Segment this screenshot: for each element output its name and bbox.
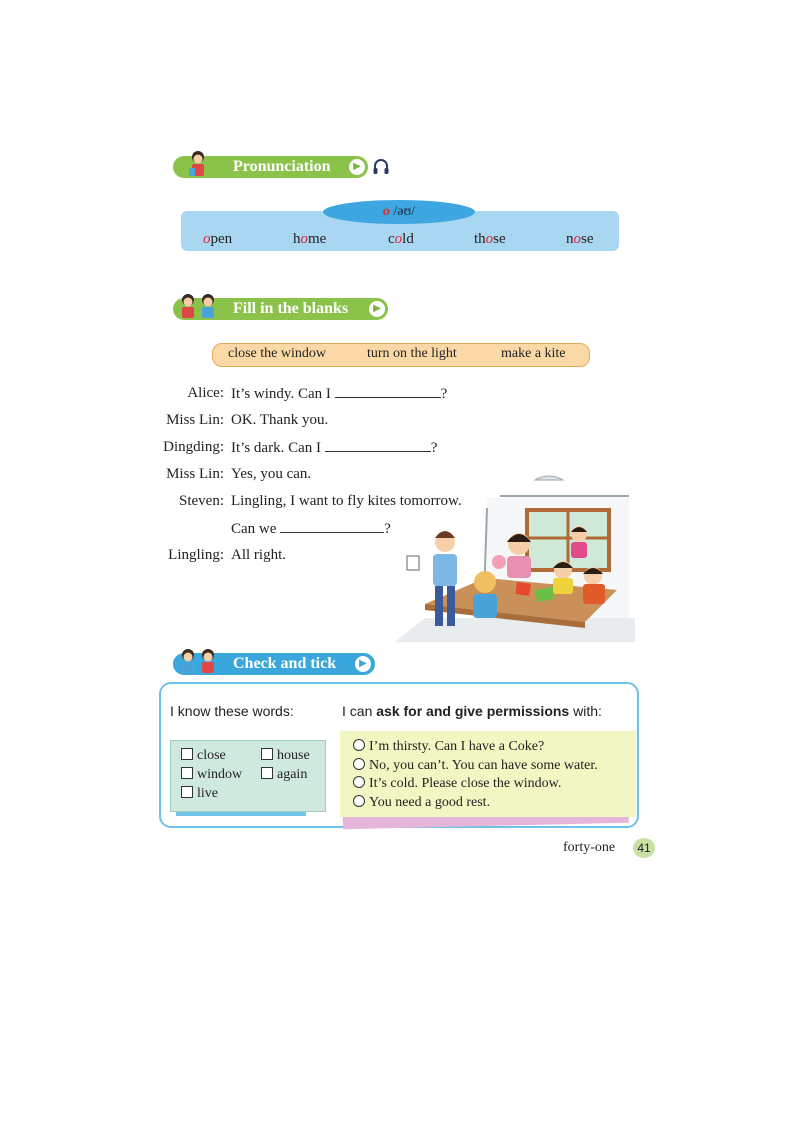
speaker-name: Dingding: — [163, 439, 224, 455]
pron-word: nose — [566, 231, 594, 247]
pron-word: open — [203, 231, 233, 247]
word-checkbox-item[interactable]: close — [181, 748, 226, 764]
sentence-radio-item[interactable]: No, you can’t. You can have some water. — [353, 758, 598, 774]
child-mascot-icon — [187, 150, 209, 178]
word-checkbox-item[interactable]: house — [261, 748, 310, 764]
pron-word: those — [474, 231, 506, 247]
check-tick-title: Check and tick — [233, 655, 337, 672]
fill-blanks-title: Fill in the blanks — [233, 300, 349, 317]
dialogue-line: It’s windy. Can I ? — [231, 386, 448, 402]
pron-word: home — [293, 231, 327, 247]
dialogue-line: All right. — [231, 547, 286, 563]
know-words-label: I know these words: — [170, 703, 294, 719]
page-number-words: forty-one — [563, 840, 616, 855]
word-checkbox-item[interactable]: window — [181, 767, 242, 783]
speaker-name: Alice: — [187, 385, 224, 401]
phoneme-letter: o — [382, 204, 390, 219]
speaker-name: Lingling: — [168, 547, 224, 563]
page-number-badge: 41 — [633, 838, 655, 858]
classroom-illustration — [395, 472, 635, 644]
checkbox[interactable] — [181, 767, 193, 779]
sentence-radio-item[interactable]: It’s cold. Please close the window. — [353, 776, 561, 792]
radio-circle[interactable] — [353, 795, 365, 807]
answer-blank[interactable] — [335, 385, 441, 398]
dialogue-line: Can we ? — [231, 521, 391, 537]
checkbox[interactable] — [181, 748, 193, 760]
play-arrow-icon[interactable]: ▶ — [349, 159, 365, 175]
phrase-item: close the window — [228, 346, 326, 361]
checkbox[interactable] — [261, 767, 273, 779]
speaker-name: Steven: — [179, 493, 224, 509]
sentence-radio-item[interactable]: You need a good rest. — [353, 795, 490, 811]
fill-blanks-header — [173, 298, 393, 322]
checkbox[interactable] — [181, 786, 193, 798]
phoneme-oval — [323, 200, 475, 224]
sentence-radio-item[interactable]: I’m thirsty. Can I have a Coke? — [353, 739, 544, 755]
check-tick-header — [173, 653, 383, 677]
word-checkbox-item[interactable]: live — [181, 786, 218, 802]
phrase-item: make a kite — [501, 346, 566, 361]
pron-word: cold — [388, 231, 414, 247]
dialogue-line: Lingling, I want to fly kites tomorrow. — [231, 493, 462, 509]
radio-circle[interactable] — [353, 739, 365, 751]
phoneme-ipa: /əʊ/ — [393, 204, 416, 219]
play-arrow-icon[interactable]: ▶ — [369, 301, 385, 317]
radio-circle[interactable] — [353, 758, 365, 770]
speaker-name: Miss Lin: — [166, 466, 224, 482]
children-mascot-icon — [177, 647, 221, 675]
dialogue-line: Yes, you can. — [231, 466, 312, 482]
pronunciation-header — [173, 156, 403, 180]
children-mascot-icon — [177, 292, 221, 320]
radio-circle[interactable] — [353, 776, 365, 788]
pronunciation-title: Pronunciation — [233, 158, 331, 175]
answer-blank[interactable] — [325, 439, 431, 452]
checkbox[interactable] — [261, 748, 273, 760]
phrase-item: turn on the light — [367, 346, 457, 361]
headphones-icon[interactable] — [372, 158, 390, 176]
play-arrow-icon[interactable]: ▶ — [355, 656, 371, 672]
dialogue-line: OK. Thank you. — [231, 412, 329, 428]
can-statement: I can ask for and give permissions with: — [342, 703, 602, 719]
word-checkbox-item[interactable]: again — [261, 767, 307, 783]
dialogue-line: It’s dark. Can I ? — [231, 440, 438, 456]
speaker-name: Miss Lin: — [166, 412, 224, 428]
answer-blank[interactable] — [280, 520, 384, 533]
